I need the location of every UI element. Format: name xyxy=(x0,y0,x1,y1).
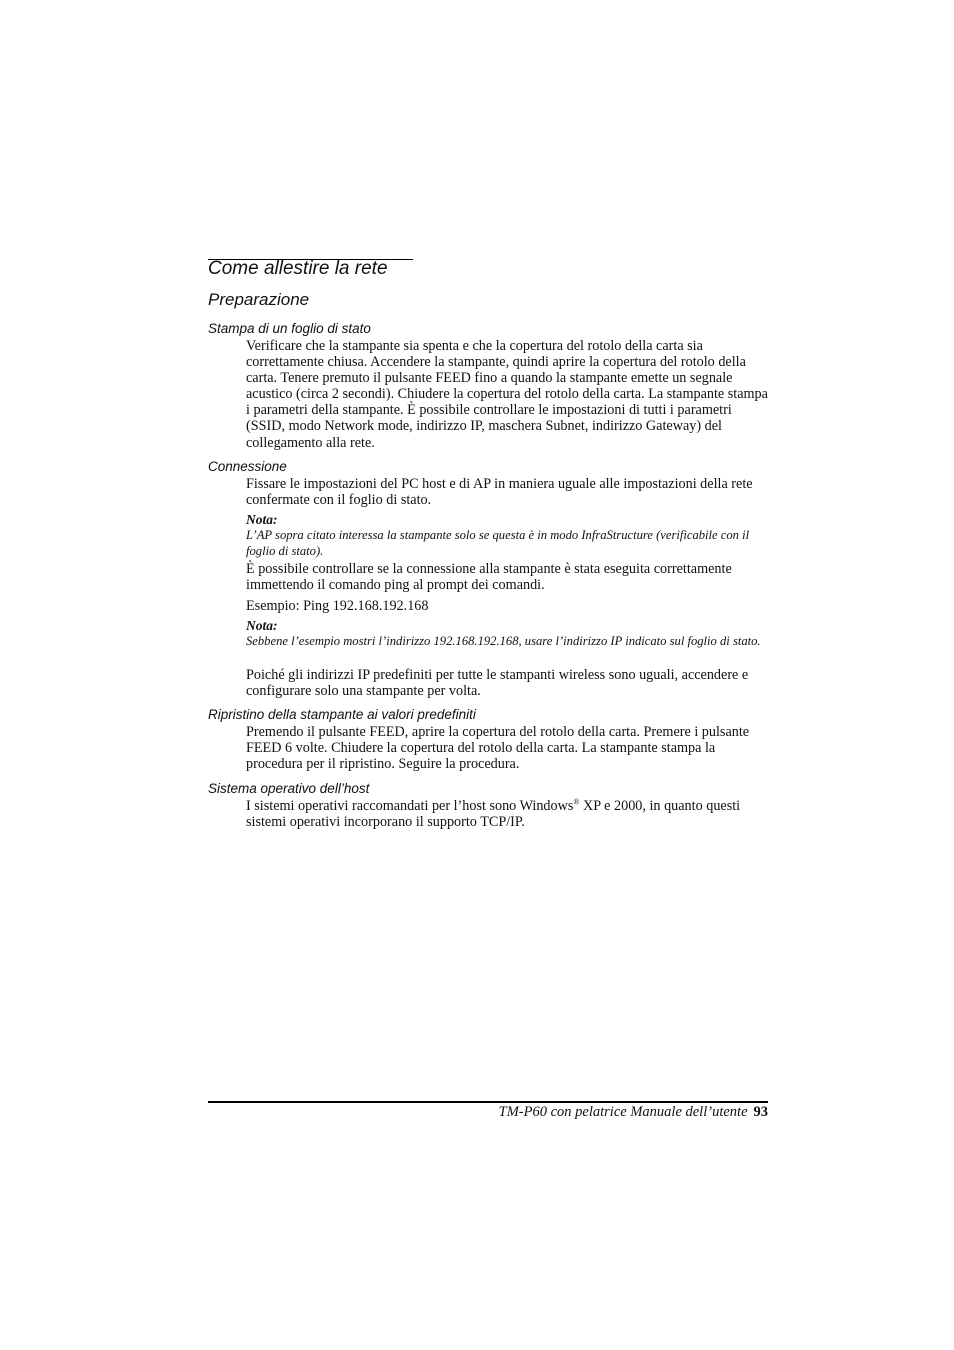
page-footer xyxy=(499,1104,768,1121)
footer-title: TM-P60 con pelatrice Manuale dell’utente xyxy=(498,1104,748,1120)
heading-status-sheet: Stampa di un foglio di stato xyxy=(208,321,371,336)
status-sheet-text: Verificare che la stampante sia spenta e che la copertura del rotolo della carta sia correttamente chiusa. Accendere la stampante, quindi aprire la copertura del rotolo della carta. Tenere premuto il pulsante FEED fino a quando la stampante emette un segnale acustico (circa 2 secondi). Chiudere la copertura del rotolo della carta. La stampante stampa i parametri della stampante. È possibile controllare le impostazioni di tutti i parametri (SSID, modo Network mode, indirizzo IP, maschera Subnet, indirizzo Gateway) del collegamento alla rete. xyxy=(246,338,768,451)
note-label-2: Nota: xyxy=(246,618,278,633)
section-title: Preparazione xyxy=(208,290,310,309)
note-label-1: Nota: xyxy=(246,512,278,527)
page-title: Come allestire la rete xyxy=(208,258,388,279)
host-os-text-end: XP e 2000, in quanto questi sistemi operativi incorporano il supporto TCP/IP. xyxy=(246,798,741,831)
connection-text-1: Fissare le impostazioni del PC host e di AP in maniera uguale alle impostazioni della rete confermate con il foglio di stato. xyxy=(246,476,753,509)
heading-reset: Ripristino della stampante ai valori predefiniti xyxy=(208,707,476,722)
host-os-text xyxy=(246,798,771,830)
heading-connection: Connessione xyxy=(208,459,287,474)
heading-host-os: Sistema operativo dell’host xyxy=(208,781,370,796)
note-text-2: Sebbene l’esempio mostri l’indirizzo 192.168.192.168, usare l’indirizzo IP indicato sul foglio di stato. xyxy=(246,634,761,648)
registered-mark: ® xyxy=(573,797,580,807)
connection-text-3: Poiché gli indirizzi IP predefiniti per tutte le stampanti wireless sono uguali, accendere e configurare solo una stampante per volta. xyxy=(246,667,749,700)
host-os-text-start: I sistemi operativi raccomandati per l’host sono Windows xyxy=(246,798,574,814)
footer-rule xyxy=(208,1101,768,1103)
note-text-1: L’AP sopra citato interessa la stampante solo se questa è in modo InfraStructure (verificabile con il foglio di stato). xyxy=(246,528,750,558)
connection-text-2: È possibile controllare se la connessione alla stampante è stata eseguita correttamente immettendo il comando ping al prompt dei comandi. xyxy=(246,561,732,594)
reset-text: Premendo il pulsante FEED, aprire la copertura del rotolo della carta. Premere i pulsante FEED 6 volte. Chiudere la copertura del rotolo della carta. La stampante stampa la procedura per il ripristino. Seguire la procedura. xyxy=(246,724,750,773)
ping-example: Esempio: Ping 192.168.192.168 xyxy=(246,598,429,614)
page-number: 93 xyxy=(753,1104,768,1120)
